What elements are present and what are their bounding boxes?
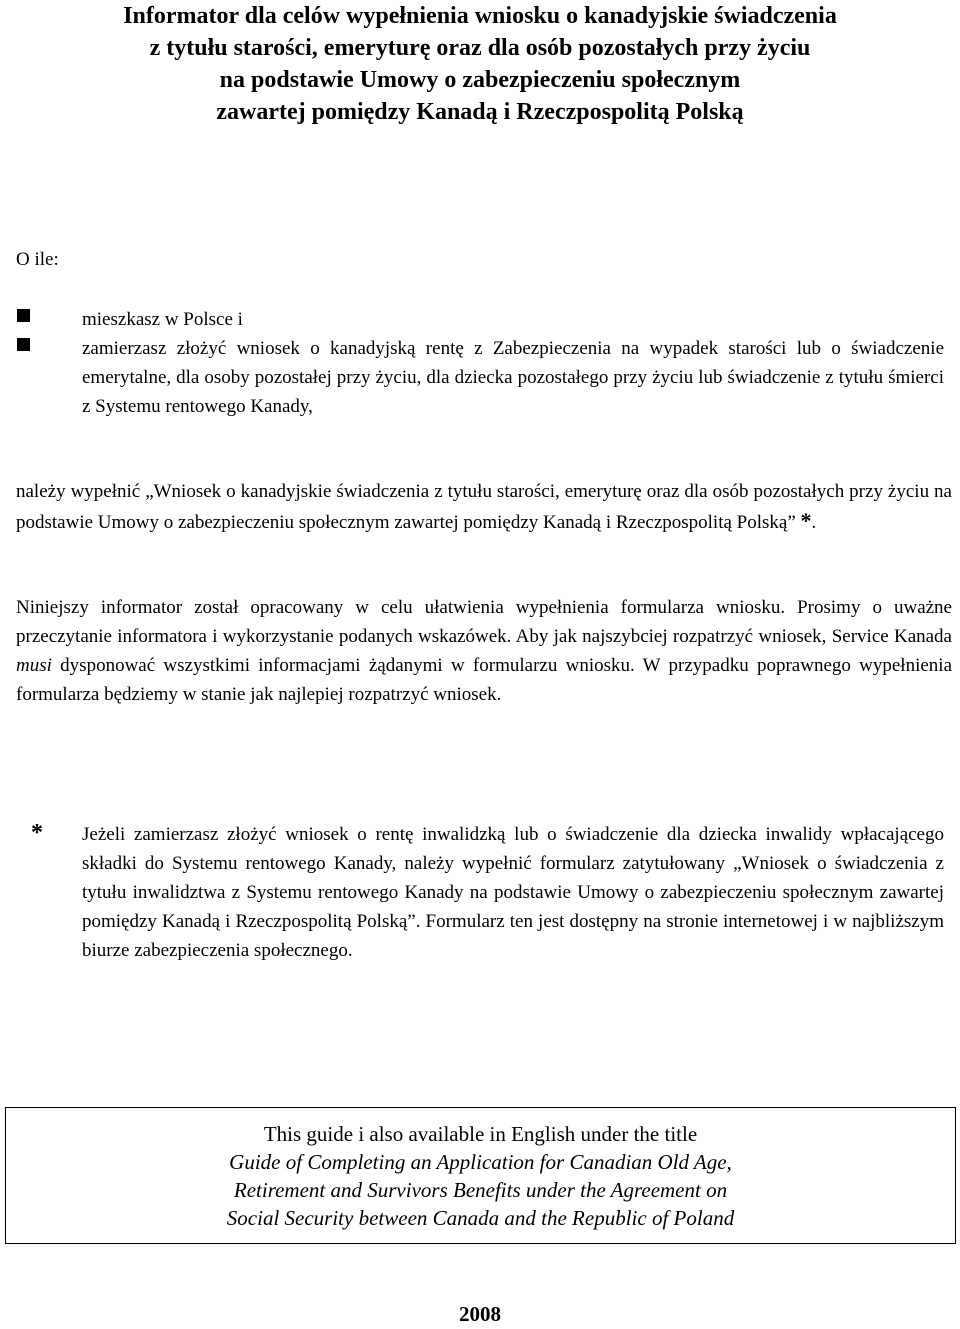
title-line-4: zawartej pomiędzy Kanadą i Rzeczpospolitą Polską: [216, 99, 744, 125]
english-version-box: [5, 1107, 956, 1244]
purpose-text-2: dysponować wszystkimi informacjami żądanymi w formularzu wniosku. W przypadku poprawnego wypełnienia formularza będziemy w stanie jak najlepiej rozpatrzyć wniosek.: [16, 655, 952, 705]
condition-item: zamierzasz złożyć wniosek o kanadyjską rentę z Zabezpieczenia na wypadek starości lub o świadczenie emerytalne, dla osoby pozostałej przy życiu, dla dziecka pozostałego przy życiu lub świadczenie z tytułu śmierci z Systemu rentowego Kanady,: [82, 338, 944, 417]
title-line-1: Informator dla celów wypełnienia wniosku o kanadyjskie świadczenia: [123, 3, 837, 29]
footnote-marker: *: [31, 820, 43, 846]
intro-label: O ile:: [16, 249, 59, 270]
instruction-end: .: [811, 512, 817, 533]
instruction-text: należy wypełnić „Wniosek o kanadyjskie świadczenia z tytułu starości, emeryturę oraz dla osób pozostałych przy życiu na podstawie Umowy o zabezpieczeniu społecznym zawartej pomiędzy Kanadą i Rzeczpospolitą Polską”: [16, 481, 952, 533]
purpose-text-1: Niniejszy informator został opracowany w celu ułatwienia wypełnienia formularza wniosku. Prosimy o uważne przeczytanie informatora i wykorzystanie podanych wskazówek. Aby jak najszybciej rozpatrzyć wniosek, Service Kanada: [16, 597, 952, 647]
english-box-line-2: Guide of Completing an Application for Canadian Old Age,: [229, 1150, 732, 1174]
title-line-2: z tytułu starości, emeryturę oraz dla osób pozostałych przy życiu: [149, 35, 811, 61]
document-title: [0, 0, 960, 128]
title-line-3: na podstawie Umowy o zabezpieczeniu społecznym: [219, 67, 741, 93]
english-box-line-3: Retirement and Survivors Benefits under the Agreement on: [233, 1178, 728, 1202]
english-box-line-1: This guide i also available in English under the title: [263, 1122, 698, 1146]
bullet-square-icon: [17, 338, 30, 351]
purpose-paragraph: [16, 593, 952, 709]
english-box-line-4: Social Security between Canada and the Republic of Poland: [226, 1206, 735, 1230]
asterisk-marker: *: [800, 508, 812, 533]
bullet-square-icon: [17, 309, 30, 322]
purpose-emphasis: musi: [16, 655, 52, 676]
conditions-list: [82, 305, 944, 421]
footnote-text: Jeżeli zamierzasz złożyć wniosek o rentę inwalidzką lub o świadczenie dla dziecka inwalidy wpłacającego składki do Systemu rentowego Kanady, należy wypełnić formularz zatytułowany „Wniosek o świadczenia z tytułu inwalidztwa z Systemu rentowego Kanady na podstawie Umowy o zabezpieczeniu społecznym zawartej pomiędzy Kanadą i Rzeczpospolitą Polską”. Formularz ten jest dostępny na stronie internetowej i w najbliższym biurze zabezpieczenia społecznego.: [82, 824, 944, 961]
condition-item: mieszkasz w Polsce i: [82, 309, 243, 330]
document-year: 2008: [459, 1302, 501, 1326]
instruction-paragraph: [16, 477, 952, 537]
